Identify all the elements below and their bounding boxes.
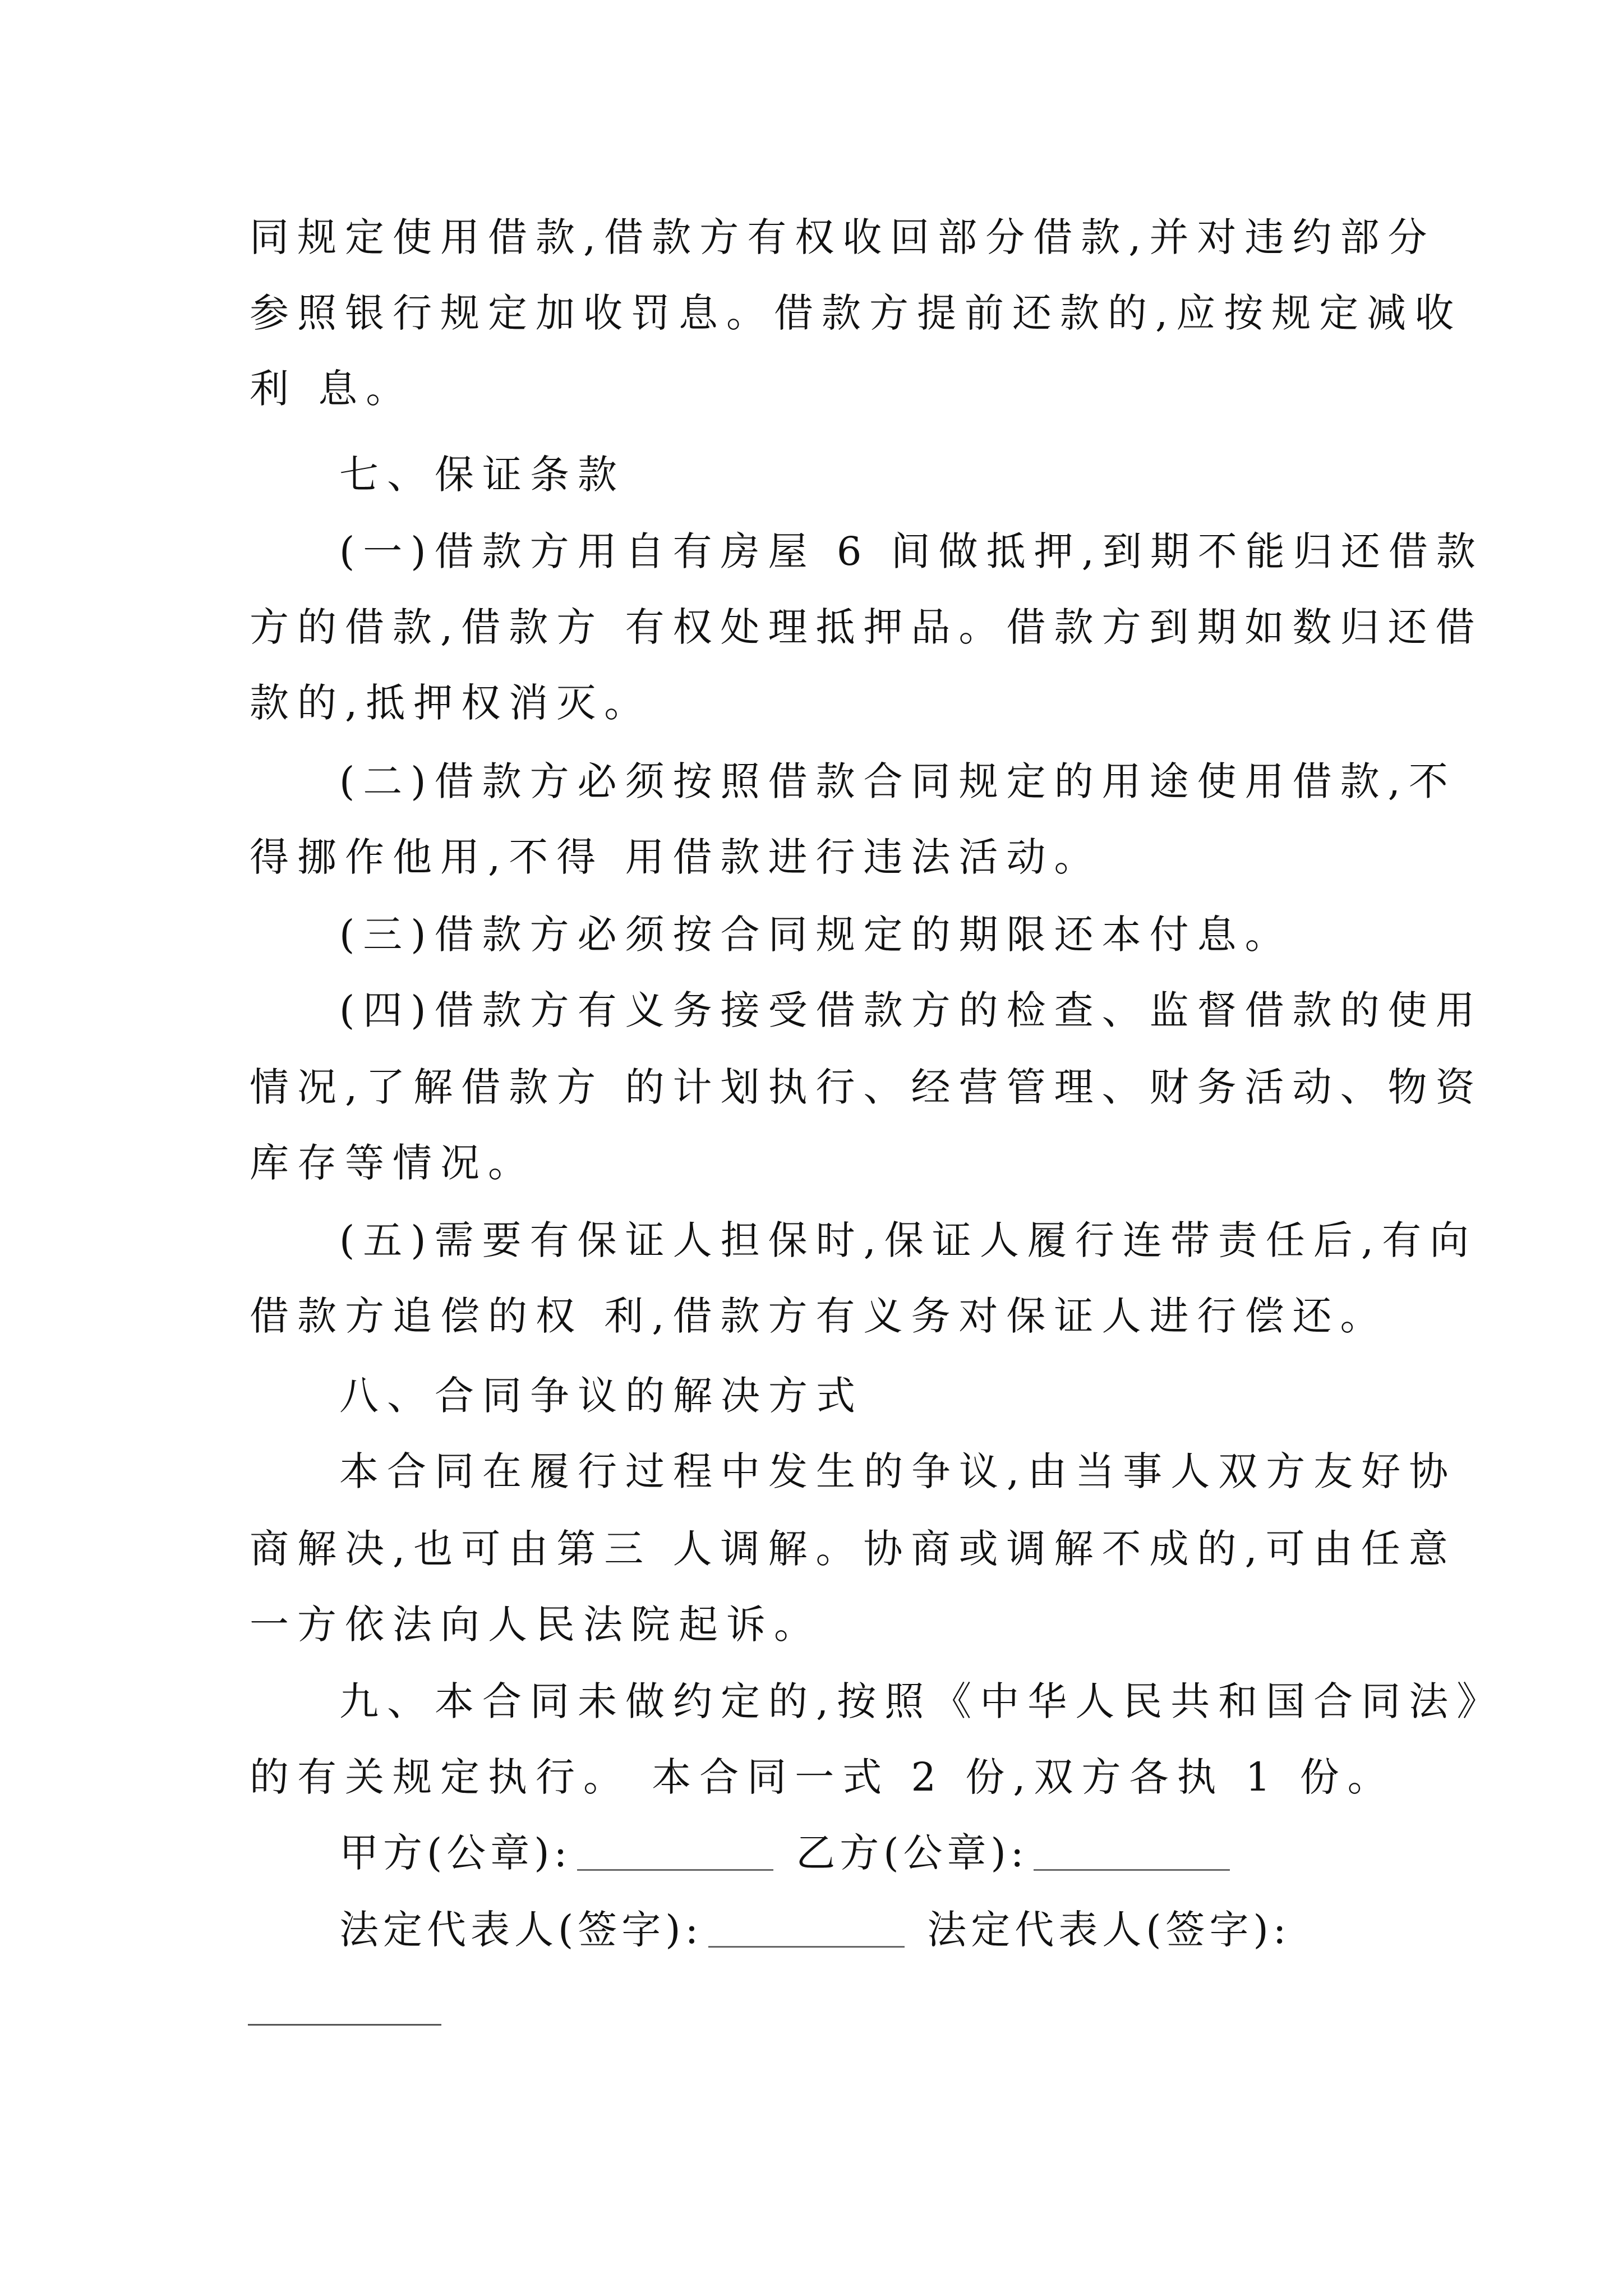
body-line: 方的借款,借款方 有权处理抵押品。借款方到期如数归还借: [250, 604, 1483, 650]
body-line: (五)需要有保证人担保时,保证人履行连带责任后,有向: [339, 1217, 1478, 1263]
footnote-divider: [248, 2024, 441, 2026]
seal-signature-row: [339, 1825, 1252, 1881]
section-heading: 八、合同争议的解决方式: [339, 1373, 864, 1419]
body-line: (一)借款方用自有房屋 6 间做抵押,到期不能归还借款: [339, 528, 1484, 574]
body-line: 得挪作他用,不得 用借款进行违法活动。: [250, 834, 1102, 880]
body-line: 借款方追偿的权 利,借款方有义务对保证人进行偿还。: [250, 1293, 1388, 1339]
rep-a-label: 法定代表人(签字):: [339, 1907, 703, 1953]
body-line: (四)借款方有义务接受借款方的检查、监督借款的使用: [339, 987, 1483, 1033]
representative-signature-row: [339, 1902, 1290, 1958]
body-line: 利 息。: [250, 366, 414, 412]
body-line: 的有关规定执行。 本合同一式 2 份,双方各执 1 份。: [250, 1754, 1395, 1800]
body-line: 一方依法向人民法院起诉。: [250, 1602, 822, 1648]
section-heading: 七、保证条款: [339, 452, 625, 498]
body-line: 情况,了解借款方 的计划执行、经营管理、财务活动、物资: [250, 1064, 1483, 1110]
party-b-seal-label: 乙方(公章):: [796, 1830, 1029, 1876]
body-line: 九、本合同未做约定的,按照《中华人民共和国合同法》: [339, 1678, 1505, 1724]
party-a-seal-label: 甲方(公章):: [339, 1830, 572, 1876]
body-line: (三)借款方必须按合同规定的期限还本付息。: [339, 912, 1293, 958]
body-line: 库存等情况。: [250, 1140, 536, 1186]
party-a-seal-blank: [577, 1835, 773, 1871]
party-b-seal-blank: [1034, 1835, 1230, 1871]
rep-b-label: 法定代表人(签字):: [927, 1907, 1291, 1953]
body-line: (二)借款方必须按照借款合同规定的用途使用借款,不: [339, 758, 1456, 804]
body-line: 同规定使用借款,借款方有权收回部分借款,并对违约部分: [250, 214, 1436, 260]
body-line: 本合同在履行过程中发生的争议,由当事人双方友好协: [339, 1448, 1457, 1494]
body-line: 参照银行规定加收罚息。借款方提前还款的,应按规定减收: [250, 290, 1463, 336]
body-line: 款的,抵押权消灭。: [250, 680, 652, 726]
rep-a-blank: [708, 1912, 905, 1948]
body-line: 商解决,也可由第三 人调解。协商或调解不成的,可由任意: [250, 1526, 1456, 1572]
